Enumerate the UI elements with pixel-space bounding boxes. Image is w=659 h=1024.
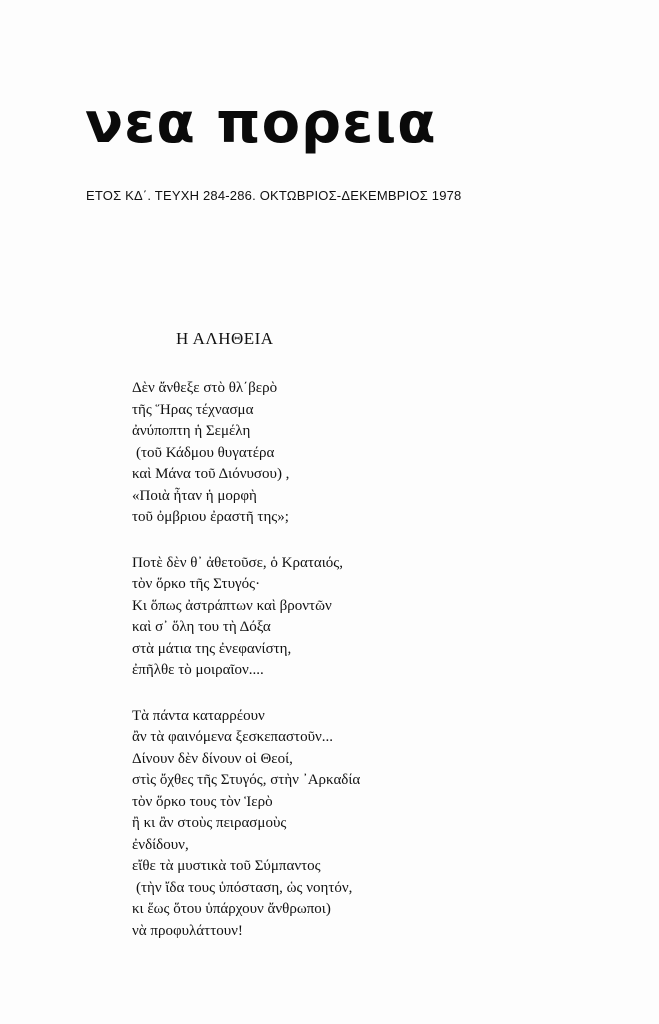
poem-line: ἐνδίδουν, bbox=[132, 836, 189, 853]
poem-line: Τὰ πάντα καταρρέουν bbox=[132, 707, 265, 724]
poem-line: κι ἕως ὅτου ὑπάρχουν ἄνθρωποι) bbox=[132, 901, 331, 917]
poem-line: τοῦ ὀμβριου ἐραστῆ της»; bbox=[132, 509, 289, 525]
poem-line: ἀνύποπτη ἡ Σεμέλη bbox=[132, 423, 251, 439]
poem-line: ἂν τὰ φαινόμενα ξεσκεπαστοῦν... bbox=[132, 729, 334, 745]
poem-line: στὰ μάτια της ἐνεφανίστη, bbox=[132, 640, 292, 657]
poem-line: Δὲν ἄνθεξε στὸ θλ΄βερὸ bbox=[132, 380, 278, 396]
stanza-1 bbox=[132, 378, 360, 529]
poem-line: Ποτὲ δὲν θ᾿ ἀθετοῦσε, ὁ Κραταιός, bbox=[132, 554, 343, 571]
poem-line: εἴθε τὰ μυστικὰ τοῦ Σύμπαντος bbox=[132, 858, 321, 874]
stanza-3 bbox=[132, 706, 360, 943]
poem-line: Κι ὅπως ἀστράπτων καὶ βροντῶν bbox=[132, 597, 332, 614]
poem-line: στὶς ὄχθες τῆς Στυγός, στὴν ᾿Αρκαδία bbox=[132, 772, 361, 788]
poem-line: τὸν ὅρκο τῆς Στυγός· bbox=[132, 576, 261, 592]
poem-body bbox=[132, 378, 360, 966]
poem-line: ἢ κι ἂν στοὺς πειρασμοὺς bbox=[132, 815, 287, 831]
poem-line: καὶ Μάνα τοῦ Διόνυσου) , bbox=[132, 466, 290, 482]
poem-line: νὰ προφυλάττουν! bbox=[132, 922, 243, 939]
poem-line: Δίνουν δὲν δίνουν οἱ Θεοί, bbox=[132, 750, 293, 767]
poem-line: (τοῦ Κάδμου θυγατέρα bbox=[136, 444, 275, 461]
issue-info: ΕΤΟΣ ΚΔ΄. ΤΕΥΧΗ 284-286. ΟΚΤΩΒΡΙΟΣ-ΔΕΚΕΜΒΡΙΟΣ 1978 bbox=[86, 188, 462, 203]
poem-line: (τὴν ἴδα τους ὑπόσταση, ὡς νοητόν, bbox=[136, 879, 353, 896]
magazine-title: νεα πορεια bbox=[85, 91, 437, 156]
stanza-2 bbox=[132, 553, 360, 682]
poem-line: «Ποιὰ ἦταν ἡ μορφὴ bbox=[132, 487, 257, 504]
poem-title: Η ΑΛΗΘΕΙΑ bbox=[176, 329, 274, 348]
poem-line: ἐπῆλθε τὸ μοιραῖον.... bbox=[132, 662, 264, 678]
poem-line: καὶ σ᾿ ὅλη του τὴ Δόξα bbox=[132, 619, 271, 635]
poem-line: τῆς Ἥρας τέχνασμα bbox=[132, 401, 254, 418]
poem-line: τὸν ὅρκο τους τὸν Ἱερὸ bbox=[132, 793, 273, 810]
